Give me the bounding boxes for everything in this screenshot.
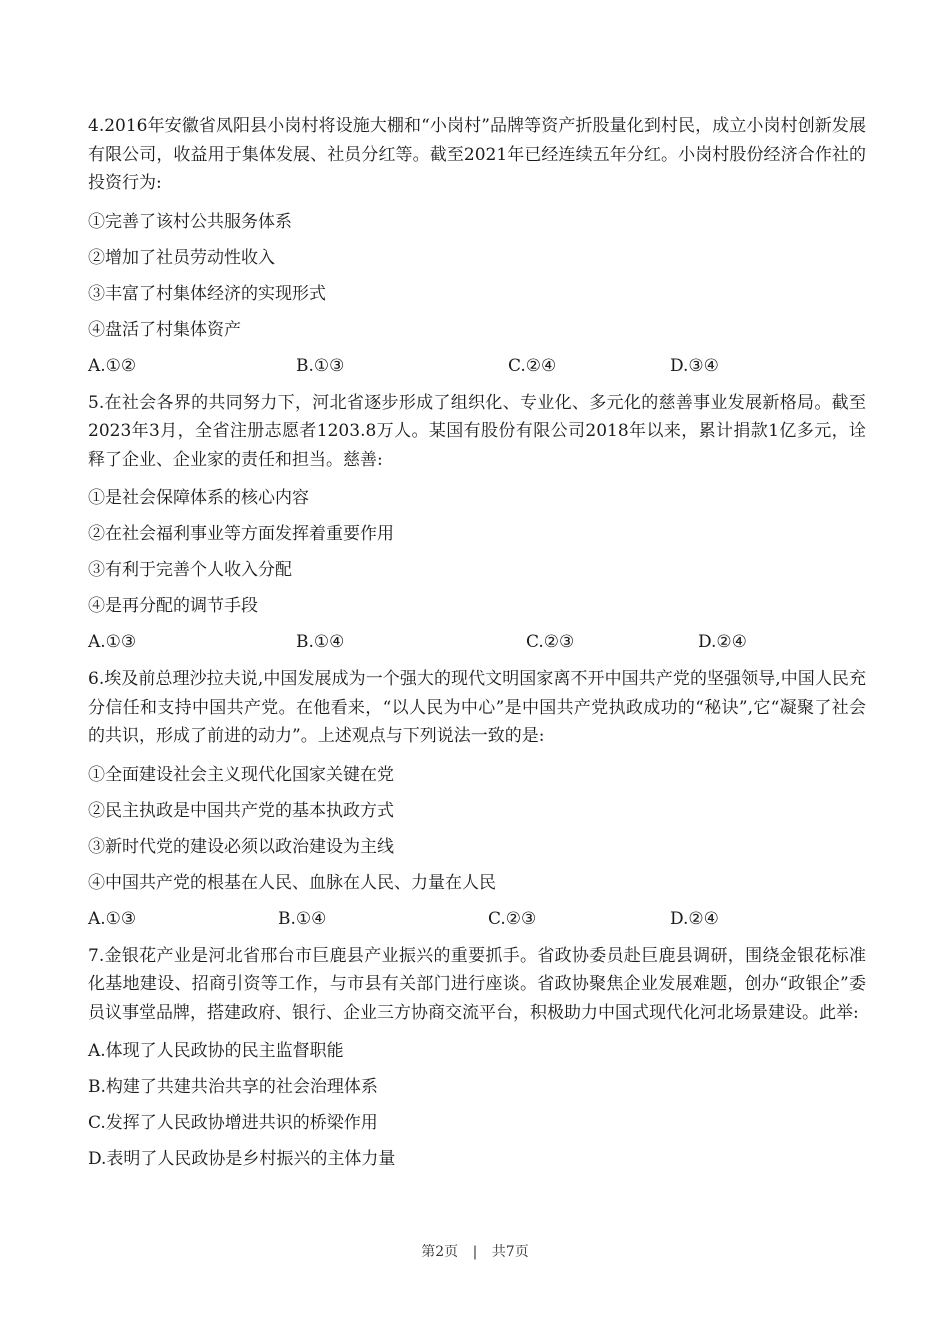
question-stem: 4.2016年安徽省凤阳县小岗村将设施大棚和“小岗村”品牌等资产折股量化到村民，成立小岗村创新发展有限公司，收益用于集体发展、社员分红等。截至2021年已经连续五年分红。小岗村股份经济合作社的投资行为: bbox=[88, 116, 866, 193]
exam-page bbox=[88, 112, 866, 1171]
question-5 bbox=[88, 389, 866, 655]
question-stem: 6.埃及前总理沙拉夫说,中国发展成为一个强大的现代文明国家离不开中国共产党的坚强领导,中国人民充分信任和支持中国共产党。在他看来，“以人民为中心”是中国共产党执政成功的“秘诀”,它“凝聚了社会的共识，形成了前进的动力”。上述观点与下列说法一致的是: bbox=[88, 669, 866, 746]
footer-separator: | bbox=[472, 1244, 478, 1260]
option-item: ④盘活了村集体资产 bbox=[88, 319, 241, 340]
option-item: A.体现了人民政协的民主监督职能 bbox=[88, 1041, 344, 1061]
choice-c: C.②③ bbox=[488, 908, 537, 929]
choice-b: B.①④ bbox=[296, 632, 345, 652]
question-stem: 7.金银花产业是河北省邢台市巨鹿县产业振兴的重要抓手。省政协委员赴巨鹿县调研，围绕金银花标准化基地建设、招商引资等工作，与市县有关部门进行座谈。省政协聚焦企业发展难题，创办“政银企”委员议事堂品牌，搭建政府、银行、企业三方协商交流平台，积极助力中国式现代化河北场景建设。此举: bbox=[88, 945, 866, 1023]
question-stem: 5.在社会各界的共同努力下，河北省逐步形成了组织化、专业化、多元化的慈善事业发展新格局。截至2023年3月，全省注册志愿者1203.8万人。某国有股份有限公司2018年以来，累计捐款1亿多元，诠释了企业、企业家的责任和担当。慈善: bbox=[88, 392, 866, 470]
answer-choices bbox=[88, 630, 866, 654]
option-item: D.表明了人民政协是乡村振兴的主体力量 bbox=[88, 1149, 396, 1169]
option-item: ②在社会福利事业等方面发挥着重要作用 bbox=[88, 524, 394, 544]
choice-b: B.①③ bbox=[296, 355, 345, 376]
question-7 bbox=[88, 942, 866, 1172]
answer-choices bbox=[88, 354, 866, 378]
option-item: ①完善了该村公共服务体系 bbox=[88, 211, 292, 232]
question-6 bbox=[88, 665, 866, 931]
option-item: ③有利于完善个人收入分配 bbox=[88, 560, 292, 580]
page-footer bbox=[0, 1241, 950, 1261]
option-item: C.发挥了人民政协增进共识的桥梁作用 bbox=[88, 1113, 378, 1133]
choice-a: A.①② bbox=[88, 355, 137, 376]
answer-choices bbox=[88, 907, 866, 931]
page-number: 第2页 bbox=[421, 1244, 459, 1260]
option-item: ④是再分配的调节手段 bbox=[88, 596, 258, 616]
option-item: B.构建了共建共治共享的社会治理体系 bbox=[88, 1077, 378, 1097]
choice-a: A.①③ bbox=[88, 632, 137, 652]
option-item: ③丰富了村集体经济的实现形式 bbox=[88, 283, 326, 304]
choice-b: B.①④ bbox=[278, 908, 327, 929]
choice-c: C.②③ bbox=[526, 632, 575, 652]
option-item: ①全面建设社会主义现代化国家关键在党 bbox=[88, 764, 394, 785]
option-item: ①是社会保障体系的核心内容 bbox=[88, 488, 309, 508]
choice-c: C.②④ bbox=[508, 355, 557, 376]
option-item: ④中国共产党的根基在人民、血脉在人民、力量在人民 bbox=[88, 872, 496, 893]
choice-a: A.①③ bbox=[88, 908, 137, 929]
choice-d: D.②④ bbox=[698, 632, 747, 652]
choice-d: D.②④ bbox=[670, 908, 719, 929]
option-item: ②增加了社员劳动性收入 bbox=[88, 247, 275, 268]
question-4 bbox=[88, 112, 866, 378]
choice-d: D.③④ bbox=[670, 355, 719, 376]
option-item: ②民主执政是中国共产党的基本执政方式 bbox=[88, 800, 394, 821]
page-total: 共7页 bbox=[491, 1244, 529, 1260]
option-item: ③新时代党的建设必须以政治建设为主线 bbox=[88, 836, 394, 857]
